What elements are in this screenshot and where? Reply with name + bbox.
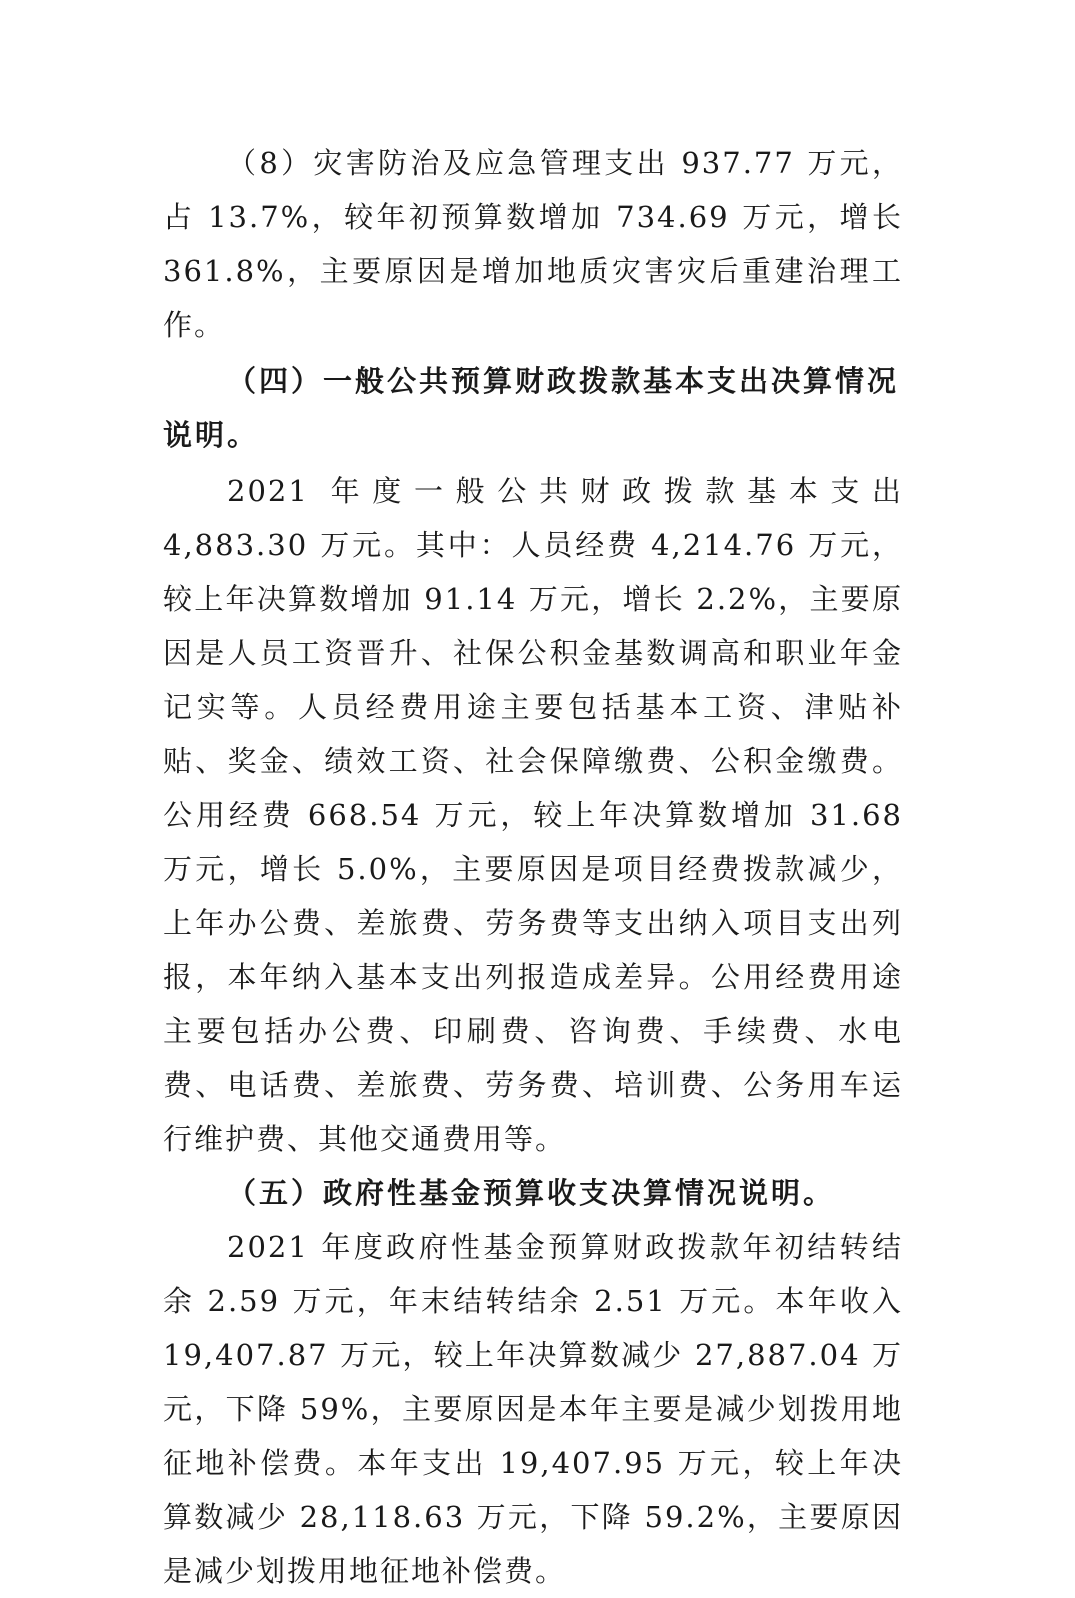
section-heading-5: （五）政府性基金预算收支决算情况说明。 bbox=[227, 1176, 836, 1210]
paragraph-disaster-prevention: （8）灾害防治及应急管理支出 937.77 万元，占 13.7%，较年初预算数增加 734.69 万元，增长 361.8%，主要原因是增加地质灾害灾后重建治理工作。 bbox=[163, 146, 903, 342]
section-heading-4: （四）一般公共预算财政拨款基本支出决算情况说明。 bbox=[163, 364, 900, 452]
paragraph-basic-expenditure: 2021 年度一般公共财政拨款基本支出 4,883.30 万元。其中：人员经费 4,214.76 万元，较上年决算数增加 91.14 万元，增长 2.2%，主要原因是人员工资晋升、社保公积金基数调高和职业年金记实等。人员经费用途主要包括基本工资、津贴补贴、奖金、绩效工资、社会保障缴费、公积金缴费。公用经费 668.54 万元，较上年决算数增加 31.68 万元，增长 5.0%，主要原因是项目经费拨款减少，上年办公费、差旅费、劳务费等支出纳入项目支出列报，本年纳入基本支出列报造成差异。公用经费用途主要包括办公费、印刷费、咨询费、手续费、水电费、电话费、差旅费、劳务费、培训费、公务用车运行维护费、其他交通费用等。 bbox=[163, 474, 903, 1156]
paragraph-government-fund: 2021 年度政府性基金预算财政拨款年初结转结余 2.59 万元，年末结转结余 2.51 万元。本年收入 19,407.87 万元，较上年决算数减少 27,887.04 万元，下降 59%，主要原因是本年主要是减少划拨用地征地补偿费。本年支出 19,407.95 万元，较上年决算数减少 28,118.63 万元，下降 59.2%，主要原因是减少划拨用地征地补偿费。 bbox=[163, 1230, 903, 1588]
document-body bbox=[163, 136, 903, 1598]
